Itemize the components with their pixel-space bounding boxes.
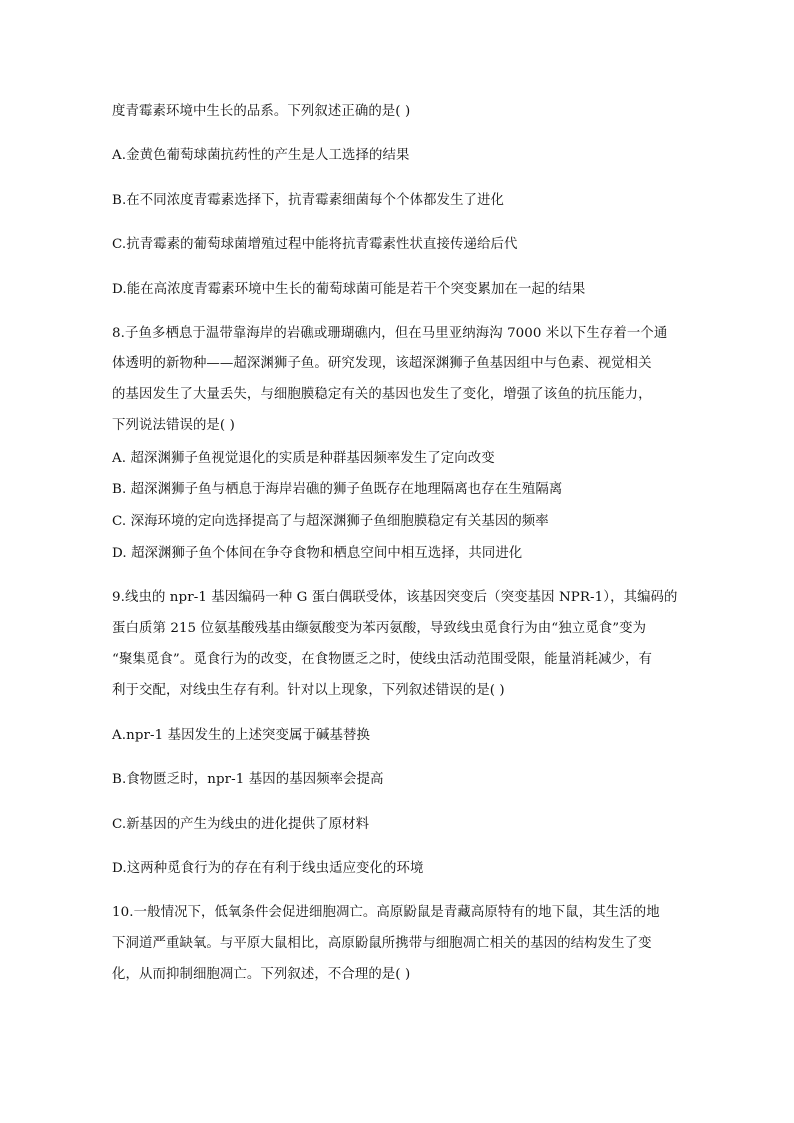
q8-option-d: D. 超深渊狮子鱼个体间在争夺食物和栖息空间中相互选择，共同进化	[112, 546, 523, 561]
q7-option-d: D.能在高浓度青霉素环境中生长的葡萄球菌可能是若干个突变累加在一起的结果	[112, 282, 586, 297]
q8-option-a: A. 超深渊狮子鱼视觉退化的实质是种群基因频率发生了定向改变	[112, 451, 495, 466]
q10-stem-line-1: 10.一般情况下，低氧条件会促进细胞凋亡。高原鼢鼠是青藏高原特有的地下鼠，其生活的地	[112, 905, 660, 920]
q10-stem-line-2: 下洞道严重缺氧。与平原大鼠相比，高原鼢鼠所携带与细胞凋亡相关的基因的结构发生了变	[112, 936, 652, 951]
q8-stem-line-2: 体透明的新物种——超深渊狮子鱼。研究发现，该超深渊狮子鱼基因组中与色素、视觉相关	[112, 356, 652, 371]
q9-stem-line-2: 蛋白质第 215 位氨基酸残基由缬氨酸变为苯丙氨酸，导致线虫觅食行为由“独立觅食”变为	[112, 621, 647, 636]
q9-option-c: C.新基因的产生为线虫的进化提供了原材料	[112, 817, 370, 832]
q9-option-b: B.食物匮乏时，npr-1 基因的基因频率会提高	[112, 772, 384, 787]
q8-stem-line-1: 8.子鱼多栖息于温带靠海岸的岩礁或珊瑚礁内，但在马里亚纳海沟 7000 米以下生存着一个通	[112, 326, 668, 341]
q8-option-c: C. 深海环境的定向选择提高了与超深渊狮子鱼细胞膜稳定有关基因的频率	[112, 514, 549, 529]
q9-stem-line-3: “聚集觅食”。觅食行为的改变，在食物匮乏之时，使线虫活动范围受限，能量消耗减少，有	[112, 652, 653, 667]
q7-option-a: A.金黄色葡萄球菌抗药性的产生是人工选择的结果	[112, 148, 410, 163]
q9-stem-line-1: 9.线虫的 npr-1 基因编码一种 G 蛋白偶联受体，该基因突变后（突变基因 NPR-1），其编码的	[112, 590, 678, 605]
q8-stem-line-3: 的基因发生了大量丢失，与细胞膜稳定有关的基因也发生了变化，增强了该鱼的抗压能力，	[112, 387, 652, 402]
q7-option-c: C.抗青霉素的葡萄球菌增殖过程中能将抗青霉素性状直接传递给后代	[112, 237, 518, 252]
q10-stem-line-3: 化，从而抑制细胞凋亡。下列叙述，不合理的是( )	[112, 967, 411, 982]
q7-option-b: B.在不同浓度青霉素选择下，抗青霉素细菌每个个体都发生了进化	[112, 193, 505, 208]
q7-stem-tail: 度青霉素环境中生长的品系。下列叙述正确的是( )	[112, 104, 411, 119]
q9-option-d: D.这两种觅食行为的存在有利于线虫适应变化的环境	[112, 861, 424, 876]
q8-stem-line-4: 下列说法错误的是( )	[112, 418, 235, 433]
q8-option-b: B. 超深渊狮子鱼与栖息于海岸岩礁的狮子鱼既存在地理隔离也存在生殖隔离	[112, 482, 563, 497]
q9-option-a: A.npr-1 基因发生的上述突变属于碱基替换	[112, 728, 370, 743]
q9-stem-line-4: 利于交配，对线虫生存有利。针对以上现象，下列叙述错误的是( )	[112, 683, 505, 698]
